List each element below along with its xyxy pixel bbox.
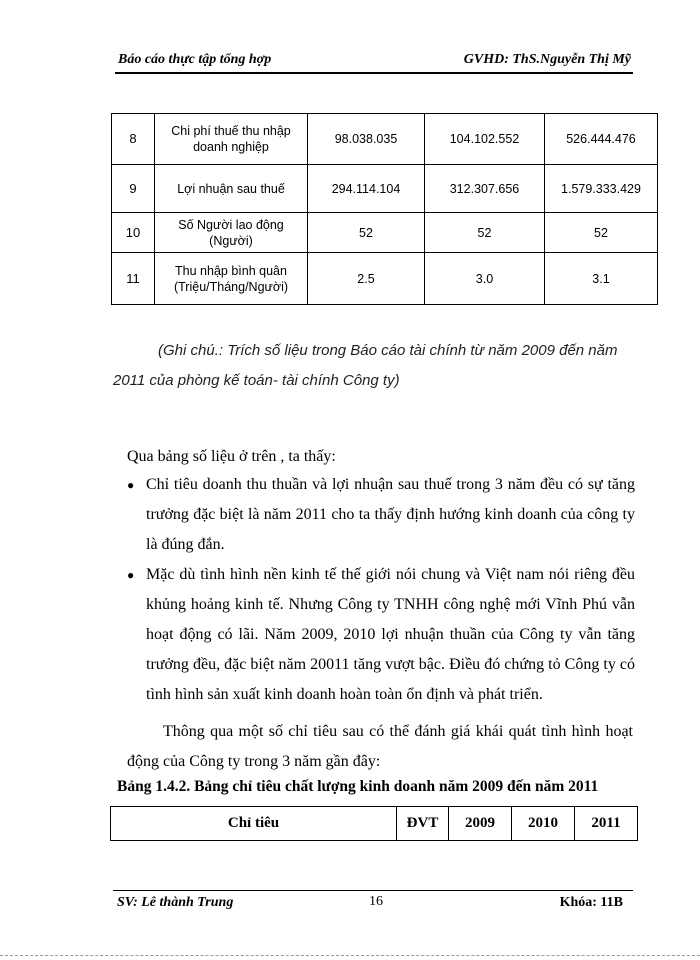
source-note-line-2: 2011 của phòng kế toán- tài chính Công ty)	[113, 372, 400, 389]
value-2010: 312.307.656	[425, 165, 545, 213]
header-cell-2009: 2009	[449, 807, 512, 841]
row-number: 8	[112, 114, 155, 165]
list-item-text: Mặc dù tình hình nền kinh tế thế giới nói chung và Việt nam nói riêng đều khủng hoảng kinh tế. Nhưng Công ty TNHH công nghệ mới Vĩnh Phú vẫn hoạt động có lãi. Năm 2009, 2010 lợi nhuận thuần của Công ty vẫn tăng trưởng đều, đặc biệt năm 20011 tăng vượt bậc. Điều đó chứng tỏ Công ty có tình hình sản xuất kinh doanh hoàn toàn ổn định và phát triển.	[146, 566, 635, 703]
value-2011: 3.1	[545, 253, 658, 305]
table-caption: Bảng 1.4.2. Bảng chỉ tiêu chất lượng kinh doanh năm 2009 đến năm 2011	[117, 778, 599, 795]
table-row	[112, 114, 658, 165]
value-2010: 52	[425, 213, 545, 253]
bullet-icon: ●	[127, 478, 135, 492]
table-row	[112, 213, 658, 253]
row-label: Thu nhập bình quân (Triệu/Tháng/Người)	[155, 253, 308, 305]
bullet-icon: ●	[127, 568, 135, 582]
page-number: 16	[369, 894, 383, 909]
summary-paragraph-text: Thông qua một số chỉ tiêu sau có thể đánh giá khái quát tình hình hoạt động của Công ty trong 3 năm gần đây:	[127, 723, 633, 770]
value-2010: 104.102.552	[425, 114, 545, 165]
header-cell-2010: 2010	[512, 807, 575, 841]
table-row	[112, 165, 658, 213]
header-cell-2011: 2011	[575, 807, 638, 841]
value-2010: 3.0	[425, 253, 545, 305]
page-footer	[113, 890, 633, 910]
source-note-line-1: (Ghi chú.: Trích số liệu trong Báo cáo tài chính từ năm 2009 đến năm	[158, 342, 618, 359]
value-2011: 52	[545, 213, 658, 253]
row-label: Số Người lao động (Người)	[155, 213, 308, 253]
row-label: Lợi nhuận sau thuế	[155, 165, 308, 213]
list-item	[127, 470, 635, 560]
row-label: Chi phí thuế thu nhập doanh nghiệp	[155, 114, 308, 165]
list-item-text: Chỉ tiêu doanh thu thuần và lợi nhuận sau thuế trong 3 năm đều có sự tăng trưởng đặc biệt là năm 2011 cho ta thấy định hướng kinh doanh của công ty là đúng đắn.	[146, 476, 635, 553]
page-header	[115, 50, 633, 74]
header-cell-indicator: Chỉ tiêu	[111, 807, 397, 841]
intro-text: Qua bảng số liệu ở trên , ta thấy:	[127, 448, 336, 465]
value-2009: 98.038.035	[308, 114, 425, 165]
header-cell-unit: ĐVT	[397, 807, 449, 841]
header-supervisor: GVHD: ThS.Nguyễn Thị Mỹ	[463, 52, 631, 67]
table-row	[112, 253, 658, 305]
value-2009: 52	[308, 213, 425, 253]
row-number: 9	[112, 165, 155, 213]
bullet-list	[127, 470, 635, 710]
row-number: 11	[112, 253, 155, 305]
source-note	[113, 336, 633, 396]
table-header-row	[111, 807, 638, 841]
row-number: 10	[112, 213, 155, 253]
value-2011: 526.444.476	[545, 114, 658, 165]
footer-course: Khóa: 11B	[559, 895, 623, 910]
footer-student: SV: Lê thành Trung	[117, 895, 234, 910]
quality-table	[110, 806, 638, 841]
list-item	[127, 560, 635, 710]
value-2009: 2.5	[308, 253, 425, 305]
summary-paragraph	[127, 717, 633, 777]
header-report-title: Báo cáo thực tập tổng hợp	[118, 52, 272, 67]
financial-table	[111, 113, 658, 305]
value-2011: 1.579.333.429	[545, 165, 658, 213]
value-2009: 294.114.104	[308, 165, 425, 213]
page-break-line	[0, 955, 700, 956]
